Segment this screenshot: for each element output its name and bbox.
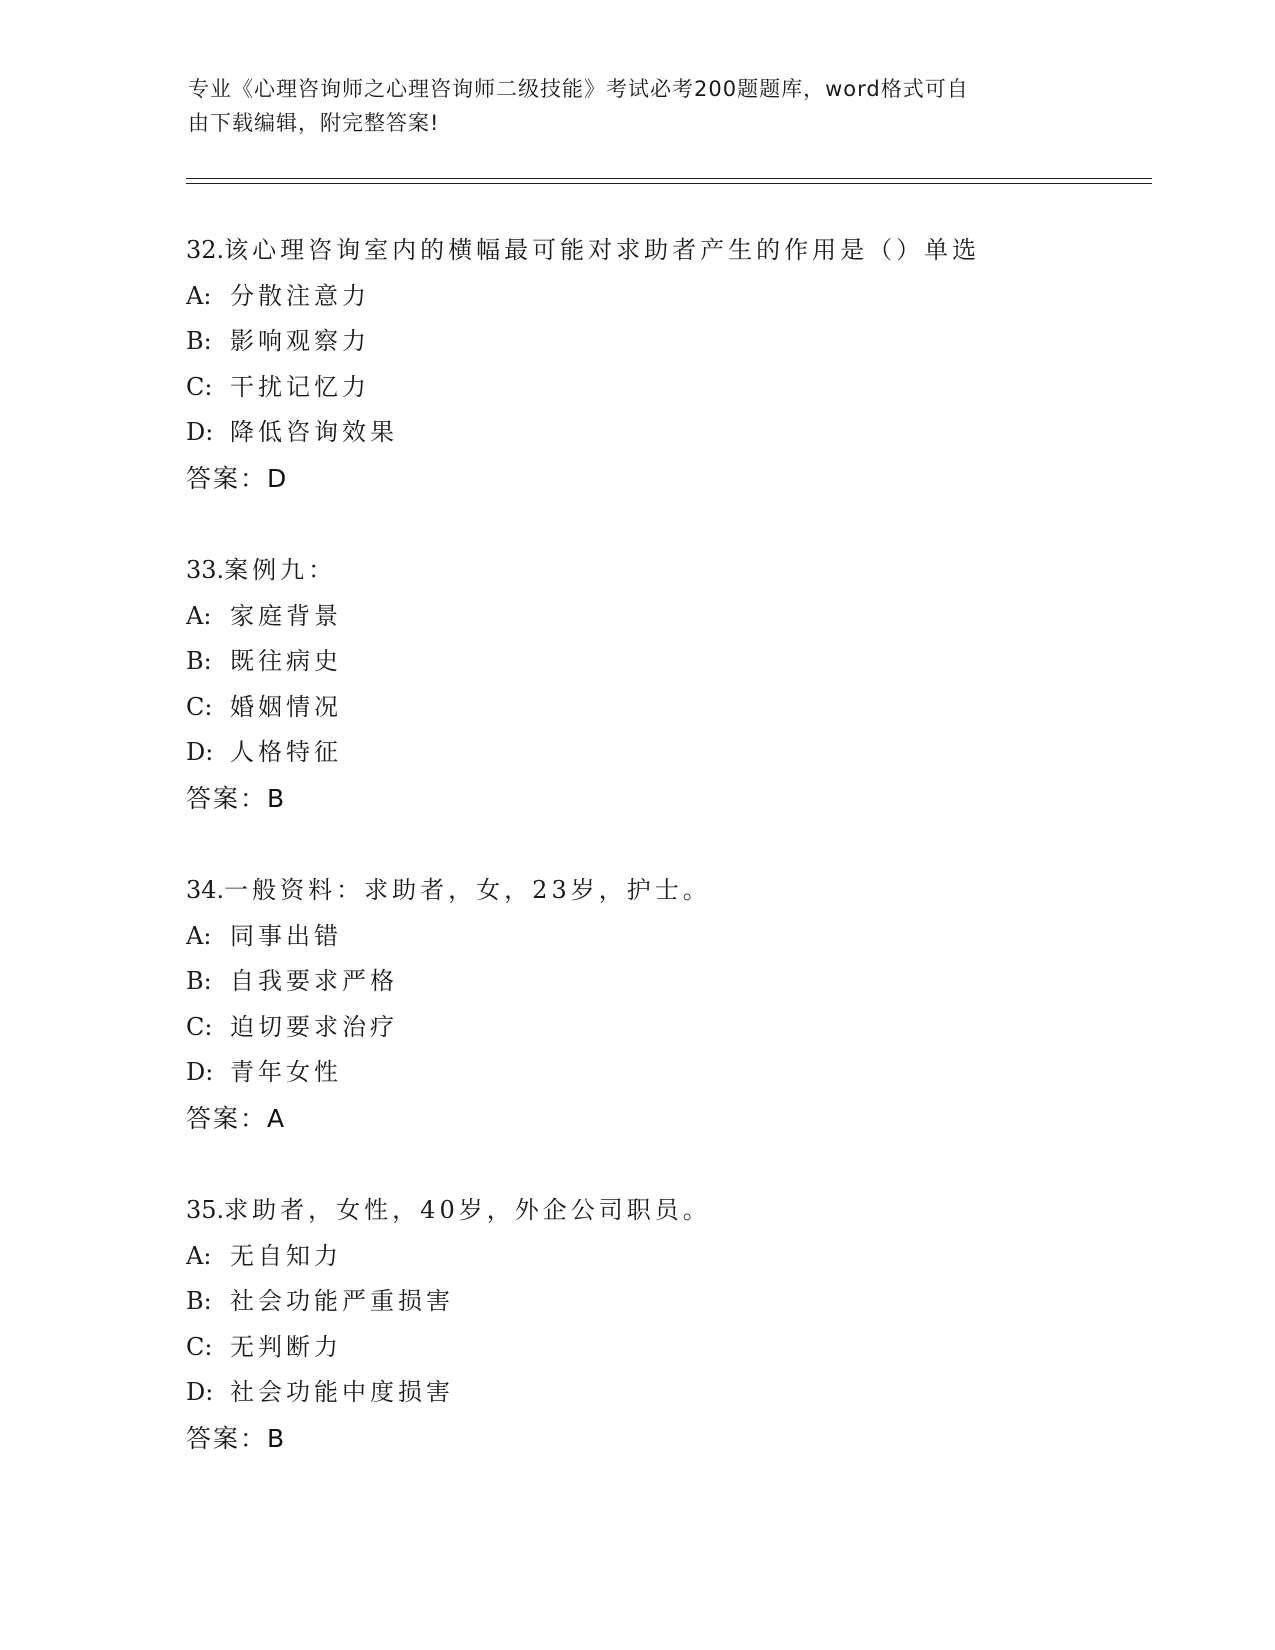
question-number: 33. xyxy=(186,556,225,584)
option-letter: B: xyxy=(186,967,212,995)
option-d xyxy=(186,410,1186,456)
option-a xyxy=(186,274,1186,320)
option-b xyxy=(186,1279,1186,1325)
option-text: 分散注意力 xyxy=(230,281,370,310)
option-c xyxy=(186,365,1186,411)
option-letter: D: xyxy=(186,1378,214,1406)
question-title xyxy=(186,1188,1186,1234)
answer-label: 答案： xyxy=(186,1423,268,1453)
option-a xyxy=(186,1234,1186,1280)
option-text: 人格特征 xyxy=(230,738,342,766)
option-letter: D: xyxy=(186,1058,214,1086)
option-b xyxy=(186,639,1186,685)
option-c xyxy=(186,1325,1186,1371)
option-c xyxy=(186,685,1186,731)
answer-line xyxy=(186,1096,1186,1142)
option-a xyxy=(186,594,1186,640)
option-letter: A: xyxy=(186,281,212,310)
option-letter: B: xyxy=(186,647,212,675)
option-text: 迫切要求治疗 xyxy=(230,1012,398,1041)
question-32 xyxy=(186,228,1186,501)
question-title xyxy=(186,548,1186,594)
question-number: 32. xyxy=(186,236,225,264)
option-letter: A: xyxy=(186,921,212,950)
question-number: 35. xyxy=(186,1196,225,1224)
question-text: 案例九： xyxy=(224,556,337,584)
answer-label: 答案： xyxy=(186,463,268,493)
option-text: 干扰记忆力 xyxy=(230,372,370,401)
option-letter: B: xyxy=(186,1287,212,1315)
option-b xyxy=(186,319,1186,365)
document-header xyxy=(188,72,1068,140)
option-d xyxy=(186,730,1186,776)
question-text: 该心理咨询室内的横幅最可能对求助者产生的作用是（）单选 xyxy=(224,236,981,264)
question-33 xyxy=(186,548,1186,821)
option-letter: C: xyxy=(186,372,213,401)
question-text: 一般资料：求助者，女，23岁，护士。 xyxy=(224,876,711,904)
answer-line xyxy=(186,456,1186,502)
question-text: 求助者，女性，40岁，外企公司职员。 xyxy=(224,1196,711,1224)
option-letter: B: xyxy=(186,327,212,355)
option-text: 自我要求严格 xyxy=(230,967,398,995)
question-title xyxy=(186,228,1186,274)
option-a xyxy=(186,914,1186,960)
option-c xyxy=(186,1005,1186,1051)
question-list xyxy=(186,228,1186,1508)
option-d xyxy=(186,1370,1186,1416)
question-34 xyxy=(186,868,1186,1141)
header-line-1: 专业《心理咨询师之心理咨询师二级技能》考试必考200题题库，word格式可自 xyxy=(188,77,969,101)
header-line-2: 由下载编辑，附完整答案! xyxy=(188,111,440,135)
option-letter: C: xyxy=(186,1012,213,1041)
question-35 xyxy=(186,1188,1186,1461)
option-text: 影响观察力 xyxy=(230,327,370,355)
option-text: 无判断力 xyxy=(230,1332,342,1361)
option-b xyxy=(186,959,1186,1005)
option-letter: D: xyxy=(186,418,214,446)
question-title xyxy=(186,868,1186,914)
option-d xyxy=(186,1050,1186,1096)
option-letter: A: xyxy=(186,601,212,630)
option-text: 家庭背景 xyxy=(230,601,342,630)
answer-value: B xyxy=(267,783,287,813)
question-number: 34. xyxy=(186,876,225,904)
option-letter: C: xyxy=(186,1332,213,1361)
option-text: 无自知力 xyxy=(230,1241,342,1270)
answer-label: 答案： xyxy=(186,783,268,813)
option-text: 既往病史 xyxy=(230,647,342,675)
option-text: 婚姻情况 xyxy=(230,692,342,721)
answer-label: 答案： xyxy=(186,1103,268,1133)
option-letter: A: xyxy=(186,1241,212,1270)
answer-line xyxy=(186,1416,1186,1462)
header-divider-bottom xyxy=(186,183,1152,184)
option-text: 同事出错 xyxy=(230,921,342,950)
answer-value: D xyxy=(267,463,289,493)
option-letter: C: xyxy=(186,692,213,721)
option-text: 降低咨询效果 xyxy=(230,418,398,446)
option-letter: D: xyxy=(186,738,214,766)
header-divider-top xyxy=(186,178,1152,179)
answer-value: A xyxy=(267,1103,287,1133)
option-text: 社会功能严重损害 xyxy=(230,1287,454,1315)
answer-value: B xyxy=(267,1423,287,1453)
option-text: 社会功能中度损害 xyxy=(230,1378,454,1406)
option-text: 青年女性 xyxy=(230,1058,342,1086)
answer-line xyxy=(186,776,1186,822)
